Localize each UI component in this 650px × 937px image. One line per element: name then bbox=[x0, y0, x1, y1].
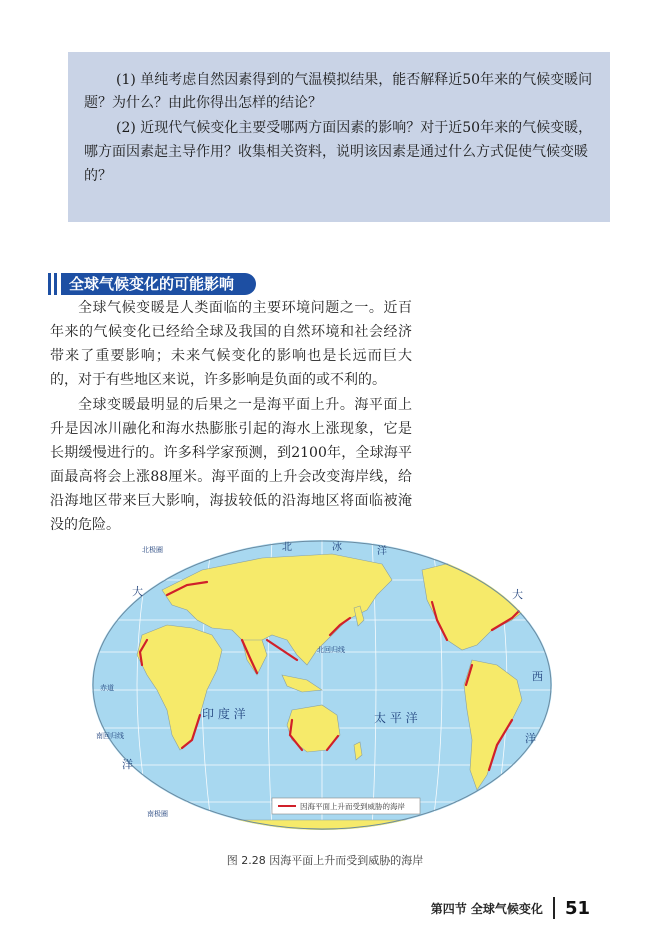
figure-caption: 图 2.28 因海平面上升而受到威胁的海岸 bbox=[226, 854, 424, 867]
label-ocean-sw: 洋 bbox=[122, 758, 133, 771]
world-map bbox=[92, 540, 552, 830]
legend-label: 因海平面上升而受到威胁的海岸 bbox=[300, 802, 405, 811]
label-ocean-n: 洋 bbox=[377, 546, 387, 557]
label-tropic-cancer: 北回归线 bbox=[317, 646, 345, 654]
heading-bars-decoration bbox=[48, 273, 57, 295]
section-title: 全球气候变化的可能影响 bbox=[61, 273, 256, 295]
greenland-landmass bbox=[482, 548, 517, 568]
label-north-ice: 北 bbox=[282, 542, 292, 553]
question-2-line-2: 哪方面因素起主导作用？收集相关资料，说明该因素是通过什么方式促使气候变暖 bbox=[84, 144, 588, 160]
map-legend bbox=[272, 798, 420, 814]
paragraph-2: 全球变暖最明显的后果之一是海平面上升。海平面上升是因冰川融化和海水热膨胀引起的海水上涨现象，它是长期缓慢进行的。许多科学家预测，到2100年，全球海平面最高将会上涨88厘米。海平面的上升会改变海岸线，给沿海地区带来巨大影响，海拔较低的沿海地区将面临被淹没的危险。 bbox=[50, 397, 412, 533]
question-box bbox=[68, 52, 610, 222]
label-da-left: 大 bbox=[132, 585, 143, 598]
label-west: 西 bbox=[532, 670, 543, 683]
label-antarctic-circle: 南极圈 bbox=[147, 810, 168, 818]
label-pacific-ocean: 太 平 洋 bbox=[374, 711, 418, 725]
label-tropic-capricorn: 南回归线 bbox=[96, 732, 124, 740]
paragraph-1: 全球气候变暖是人类面临的主要环境问题之一。近百年来的气候变化已经给全球及我国的自然环境和社会经济带来了重要影响；未来气候变化的影响也是长远而巨大的，对于有些地区来说，许多影响是负面的或不利的。 bbox=[50, 300, 412, 388]
page-footer bbox=[431, 897, 590, 919]
question-2-line-3: 的？ bbox=[84, 168, 112, 184]
question-2-line-1: (2) 近现代气候变化主要受哪两方面因素的影响？对于近50年来的气候变暖， bbox=[116, 120, 593, 136]
label-da-right: 大 bbox=[512, 588, 523, 601]
label-ice: 冰 bbox=[332, 542, 342, 553]
question-1-line-1: (1) 单纯考虑自然因素得到的气温模拟结果，能否解释近50年来的气候变暖问 bbox=[116, 72, 593, 88]
label-arctic-circle: 北极圈 bbox=[142, 546, 163, 554]
footer-separator bbox=[553, 897, 555, 919]
page-number: 51 bbox=[564, 897, 590, 919]
label-ocean-se: 洋 bbox=[525, 732, 536, 745]
section-heading bbox=[48, 273, 256, 295]
footer-section-title: 第四节 全球气候变化 bbox=[430, 901, 543, 916]
question-1-line-2: 题？为什么？由此你得出怎样的结论？ bbox=[84, 95, 322, 111]
label-equator: 赤道 bbox=[100, 684, 114, 692]
label-indian-ocean: 印 度 洋 bbox=[202, 707, 246, 721]
